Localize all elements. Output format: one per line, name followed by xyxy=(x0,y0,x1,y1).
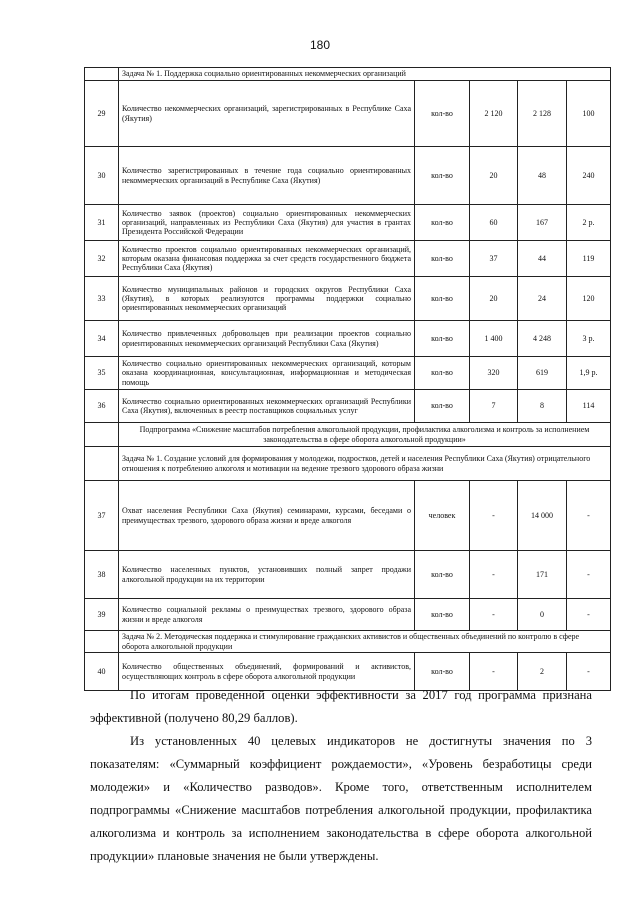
fact-value: 14 000 xyxy=(518,481,567,551)
table-row xyxy=(85,81,611,147)
unit-cell: кол-во xyxy=(415,551,470,599)
indicator-name: Количество заявок (проектов) социально ориентированных некоммерческих организаций, направленных из Республики Саха (Якутия) для участия в грантах Президента Российской Федерации xyxy=(119,205,415,241)
empty-cell xyxy=(85,447,119,481)
table-row xyxy=(85,277,611,321)
row-number: 33 xyxy=(85,277,119,321)
percent-value: 240 xyxy=(567,147,611,205)
section-header-row xyxy=(85,68,611,81)
section-title: Задача № 1. Создание условий для формирования у молодежи, подростков, детей и населения Республики Саха (Якутия) отрицательного отношения к потреблению алкоголя и мотивации на ведение трезвого здорового образа жизни xyxy=(119,447,611,481)
indicator-name: Количество некоммерческих организаций, зарегистрированных в Республике Саха (Якутия) xyxy=(119,81,415,147)
plan-value: 2 120 xyxy=(470,81,518,147)
percent-value: 2 р. xyxy=(567,205,611,241)
section-title: Задача № 2. Методическая поддержка и стимулирование гражданских активистов и общественных объединений по контролю в сфере оборота алкогольной продукции xyxy=(119,631,611,653)
table-row xyxy=(85,147,611,205)
unit-cell: кол-во xyxy=(415,277,470,321)
indicator-name: Количество муниципальных районов и городских округов Республики Саха (Якутия), в которых реализуются программы поддержки социально ориентированных некоммерческих организаций xyxy=(119,277,415,321)
table-row xyxy=(85,481,611,551)
row-number: 40 xyxy=(85,653,119,691)
indicator-name: Количество зарегистрированных в течение года социально ориентированных некоммерческих организаций в Республике Саха (Якутия) xyxy=(119,147,415,205)
unit-cell: кол-во xyxy=(415,241,470,277)
indicator-name: Охват населения Республики Саха (Якутия) семинарами, курсами, беседами о преимуществах трезвого, здорового образа жизни и вреде алкоголя xyxy=(119,481,415,551)
table-row xyxy=(85,321,611,357)
empty-cell xyxy=(85,631,119,653)
row-number: 31 xyxy=(85,205,119,241)
plan-value: 1 400 xyxy=(470,321,518,357)
row-number: 38 xyxy=(85,551,119,599)
section-header-row xyxy=(85,631,611,653)
plan-value: 7 xyxy=(470,390,518,423)
plan-value: - xyxy=(470,653,518,691)
unit-cell: кол-во xyxy=(415,390,470,423)
table-row xyxy=(85,551,611,599)
fact-value: 171 xyxy=(518,551,567,599)
fact-value: 2 xyxy=(518,653,567,691)
row-number: 39 xyxy=(85,599,119,631)
table-row xyxy=(85,205,611,241)
fact-value: 167 xyxy=(518,205,567,241)
indicator-name: Количество проектов социально ориентированных некоммерческих организаций, которым оказана финансовая поддержка за счет средств государственного бюджета Республики Саха (Якутия) xyxy=(119,241,415,277)
row-number: 29 xyxy=(85,81,119,147)
table-row xyxy=(85,241,611,277)
percent-value: 114 xyxy=(567,390,611,423)
empty-cell xyxy=(85,68,119,81)
table-row xyxy=(85,390,611,423)
fact-value: 4 248 xyxy=(518,321,567,357)
plan-value: 320 xyxy=(470,357,518,390)
summary-paragraph: По итогам проведенной оценки эффективности за 2017 год программа признана эффективной (получено 80,29 баллов). xyxy=(90,688,592,725)
percent-value: 3 р. xyxy=(567,321,611,357)
indicator-name: Количество населенных пунктов, установивших полный запрет продажи алкогольной продукции на их территории xyxy=(119,551,415,599)
percent-value: 119 xyxy=(567,241,611,277)
plan-value: 20 xyxy=(470,277,518,321)
percent-value: - xyxy=(567,551,611,599)
percent-value: 1,9 р. xyxy=(567,357,611,390)
row-number: 30 xyxy=(85,147,119,205)
indicator-name: Количество привлеченных добровольцев при реализации проектов социально ориентированных некоммерческих организаций Республики Саха (Якутия) xyxy=(119,321,415,357)
indicator-name: Количество общественных объединений, формирований и активистов, осуществляющих контроль в сфере оборота алкогольной продукции xyxy=(119,653,415,691)
section-header-row xyxy=(85,447,611,481)
plan-value: - xyxy=(470,551,518,599)
table-row xyxy=(85,599,611,631)
page-number: 180 xyxy=(309,38,331,52)
table-row xyxy=(85,357,611,390)
unit-cell: человек xyxy=(415,481,470,551)
unit-cell: кол-во xyxy=(415,81,470,147)
indicators-table xyxy=(84,67,611,691)
row-number: 35 xyxy=(85,357,119,390)
percent-value: 100 xyxy=(567,81,611,147)
plan-value: 20 xyxy=(470,147,518,205)
indicators-paragraph: Из установленных 40 целевых индикаторов не достигнуты значения по 3 показателям: «Суммарный коэффициент рождаемости», «Уровень безработицы среди молодежи» и «Количество разводов». Кроме того, ответственным исполнителем подпрограммы «Снижение масштабов потребления алкогольной продукции, профилактика алкоголизма и контроль за исполнением законодательства в сфере оборота алкогольной продукции» плановые значения не были утверждены. xyxy=(90,734,592,863)
plan-value: 60 xyxy=(470,205,518,241)
row-number: 37 xyxy=(85,481,119,551)
percent-value: - xyxy=(567,599,611,631)
plan-value: 37 xyxy=(470,241,518,277)
row-number: 32 xyxy=(85,241,119,277)
fact-value: 8 xyxy=(518,390,567,423)
section-title: Подпрограмма «Снижение масштабов потребления алкогольной продукции, профилактика алкоголизма и контроль за исполнением законодательства в сфере оборота алкогольной продукции» xyxy=(119,423,611,447)
percent-value: - xyxy=(567,653,611,691)
unit-cell: кол-во xyxy=(415,653,470,691)
fact-value: 48 xyxy=(518,147,567,205)
row-number: 36 xyxy=(85,390,119,423)
unit-cell: кол-во xyxy=(415,599,470,631)
indicator-name: Количество социальной рекламы о преимуществах трезвого, здорового образа жизни и вреде алкоголя xyxy=(119,599,415,631)
empty-cell xyxy=(85,423,119,447)
fact-value: 44 xyxy=(518,241,567,277)
unit-cell: кол-во xyxy=(415,147,470,205)
plan-value: - xyxy=(470,481,518,551)
row-number: 34 xyxy=(85,321,119,357)
plan-value: - xyxy=(470,599,518,631)
fact-value: 2 128 xyxy=(518,81,567,147)
section-title: Задача № 1. Поддержка социально ориентированных некоммерческих организаций xyxy=(119,68,611,81)
percent-value: 120 xyxy=(567,277,611,321)
unit-cell: кол-во xyxy=(415,321,470,357)
fact-value: 0 xyxy=(518,599,567,631)
unit-cell: кол-во xyxy=(415,357,470,390)
indicator-name: Количество социально ориентированных некоммерческих организаций, которым оказана координационная, консультационная, информационная и методическая помощь xyxy=(119,357,415,390)
unit-cell: кол-во xyxy=(415,205,470,241)
percent-value: - xyxy=(567,481,611,551)
fact-value: 24 xyxy=(518,277,567,321)
indicator-name: Количество социально ориентированных некоммерческих организаций Республики Саха (Якутия), включенных в реестр поставщиков социальных услуг xyxy=(119,390,415,423)
section-header-row xyxy=(85,423,611,447)
fact-value: 619 xyxy=(518,357,567,390)
